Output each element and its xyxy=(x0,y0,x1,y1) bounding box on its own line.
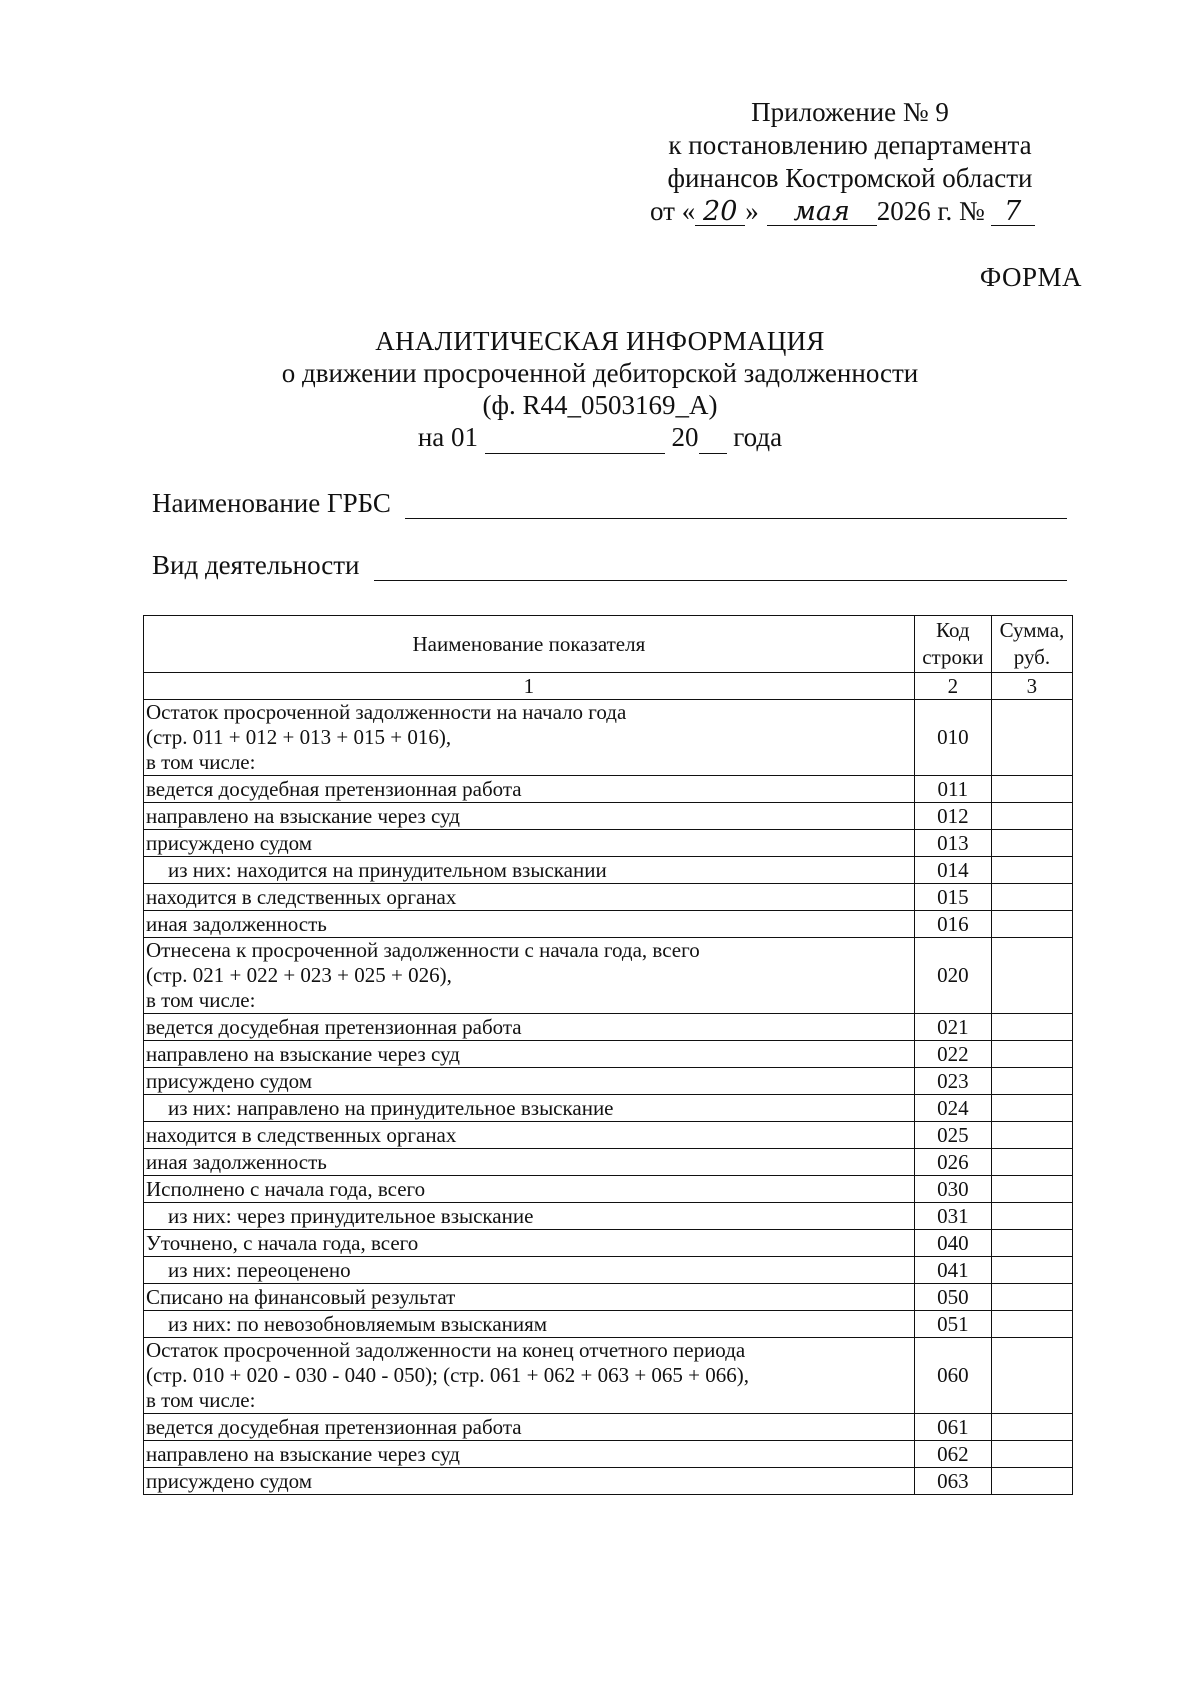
form-label: ФОРМА xyxy=(979,262,1082,292)
row-code: 041 xyxy=(914,1257,991,1284)
indicator-name: из них: по невозобновляемым взысканиям xyxy=(144,1311,915,1338)
row-code: 020 xyxy=(914,938,991,1014)
row-code: 015 xyxy=(914,884,991,911)
approval-line-2: к постановлению департамента xyxy=(668,130,1032,160)
approval-block xyxy=(640,96,1060,228)
table-body xyxy=(144,700,1073,1495)
table-row xyxy=(144,911,1073,938)
indicator-name: ведется досудебная претензионная работа xyxy=(144,1014,915,1041)
indicator-name: из них: находится на принудительном взыскании xyxy=(144,857,915,884)
header-name: Наименование показателя xyxy=(144,616,915,673)
header-code: Код строки xyxy=(914,616,991,673)
indicator-name: из них: направлено на принудительное взыскание xyxy=(144,1095,915,1122)
title-date-prefix: на 01 xyxy=(417,422,479,452)
activity-label: Вид деятельности xyxy=(152,550,360,580)
sum-cell[interactable] xyxy=(991,938,1072,1014)
indicator-name: направлено на взыскание через суд xyxy=(144,1041,915,1068)
title-date-line xyxy=(0,421,1200,454)
row-code: 025 xyxy=(914,1122,991,1149)
indicator-name: иная задолженность xyxy=(144,911,915,938)
document-title xyxy=(0,325,1200,454)
column-number-row xyxy=(144,673,1073,700)
sum-cell[interactable] xyxy=(991,857,1072,884)
sum-cell[interactable] xyxy=(991,1338,1072,1414)
date-close-quote: » xyxy=(745,196,759,226)
date-year: 2026 г. № xyxy=(876,196,985,226)
table-row xyxy=(144,830,1073,857)
sum-cell[interactable] xyxy=(991,1095,1072,1122)
sum-cell[interactable] xyxy=(991,1041,1072,1068)
row-code: 010 xyxy=(914,700,991,776)
sum-cell[interactable] xyxy=(991,1311,1072,1338)
grbs-label: Наименование ГРБС xyxy=(152,488,391,518)
grbs-blank-line[interactable] xyxy=(405,494,1067,519)
indicator-name: ведется досудебная претензионная работа xyxy=(144,1414,915,1441)
table-row xyxy=(144,857,1073,884)
row-code: 022 xyxy=(914,1041,991,1068)
row-code: 014 xyxy=(914,857,991,884)
handwritten-month: мая xyxy=(767,199,877,226)
column-number-3: 3 xyxy=(991,673,1072,700)
sum-cell[interactable] xyxy=(991,1122,1072,1149)
sum-cell[interactable] xyxy=(991,700,1072,776)
sum-cell[interactable] xyxy=(991,1441,1072,1468)
sum-cell[interactable] xyxy=(991,1468,1072,1495)
blank-year-line xyxy=(699,421,727,454)
row-code: 051 xyxy=(914,1311,991,1338)
table-row xyxy=(144,1203,1073,1230)
activity-field xyxy=(152,550,1067,581)
blank-month-line xyxy=(485,421,665,454)
report-table xyxy=(143,615,1073,1495)
row-code: 031 xyxy=(914,1203,991,1230)
indicator-name: находится в следственных органах xyxy=(144,1122,915,1149)
sum-cell[interactable] xyxy=(991,1149,1072,1176)
title-line-3: (ф. R44_0503169_А) xyxy=(482,390,718,420)
table-row xyxy=(144,1257,1073,1284)
sum-cell[interactable] xyxy=(991,830,1072,857)
title-line-1: АНАЛИТИЧЕСКАЯ ИНФОРМАЦИЯ xyxy=(375,326,825,356)
row-code: 030 xyxy=(914,1176,991,1203)
table-row xyxy=(144,803,1073,830)
table-row xyxy=(144,1468,1073,1495)
indicator-name: Остаток просроченной задолженности на конец отчетного периода (стр. 010 + 020 - 030 - 040 - 050); (стр. 061 + 062 + 063 + 065 + 066), в том числе: xyxy=(144,1338,915,1414)
indicator-name: Остаток просроченной задолженности на начало года (стр. 011 + 012 + 013 + 015 + 016), в том числе: xyxy=(144,700,915,776)
approval-line-3: финансов Костромской области xyxy=(667,163,1033,193)
table-row xyxy=(144,1284,1073,1311)
indicator-name: присуждено судом xyxy=(144,1468,915,1495)
table-row xyxy=(144,1338,1073,1414)
approval-date-line xyxy=(640,195,1060,228)
handwritten-number: 7 xyxy=(991,199,1035,226)
sum-cell[interactable] xyxy=(991,1203,1072,1230)
sum-cell[interactable] xyxy=(991,1068,1072,1095)
table-row xyxy=(144,1014,1073,1041)
indicator-name: Уточнено, с начала года, всего xyxy=(144,1230,915,1257)
activity-blank-line[interactable] xyxy=(374,556,1067,581)
table-row xyxy=(144,884,1073,911)
row-code: 024 xyxy=(914,1095,991,1122)
handwritten-day: 20 xyxy=(695,199,745,226)
table-row xyxy=(144,1149,1073,1176)
indicator-name: присуждено судом xyxy=(144,830,915,857)
table-row xyxy=(144,700,1073,776)
header-sum: Сумма, руб. xyxy=(991,616,1072,673)
row-code: 012 xyxy=(914,803,991,830)
row-code: 021 xyxy=(914,1014,991,1041)
grbs-field xyxy=(152,488,1067,519)
indicator-name: из них: через принудительное взыскание xyxy=(144,1203,915,1230)
row-code: 062 xyxy=(914,1441,991,1468)
column-number-2: 2 xyxy=(914,673,991,700)
table-row xyxy=(144,1441,1073,1468)
indicator-name: иная задолженность xyxy=(144,1149,915,1176)
sum-cell[interactable] xyxy=(991,1284,1072,1311)
row-code: 026 xyxy=(914,1149,991,1176)
indicator-name: Списано на финансовый результат xyxy=(144,1284,915,1311)
table-row xyxy=(144,1041,1073,1068)
title-line-2: о движении просроченной дебиторской задолженности xyxy=(281,358,919,388)
indicator-name: направлено на взыскание через суд xyxy=(144,1441,915,1468)
title-date-century: 20 xyxy=(671,422,699,452)
indicator-name: находится в следственных органах xyxy=(144,884,915,911)
indicator-name: из них: переоценено xyxy=(144,1257,915,1284)
table-row xyxy=(144,938,1073,1014)
row-code: 040 xyxy=(914,1230,991,1257)
table-row xyxy=(144,1068,1073,1095)
table-header-row xyxy=(144,616,1073,673)
sum-cell[interactable] xyxy=(991,776,1072,803)
row-code: 063 xyxy=(914,1468,991,1495)
row-code: 011 xyxy=(914,776,991,803)
row-code: 023 xyxy=(914,1068,991,1095)
table-row xyxy=(144,1095,1073,1122)
row-code: 050 xyxy=(914,1284,991,1311)
table-row xyxy=(144,776,1073,803)
column-number-1: 1 xyxy=(144,673,915,700)
date-prefix: от « xyxy=(650,196,696,226)
indicator-name: Отнесена к просроченной задолженности с начала года, всего (стр. 021 + 022 + 023 + 025 + 026), в том числе: xyxy=(144,938,915,1014)
sum-cell[interactable] xyxy=(991,1014,1072,1041)
indicator-name: ведется досудебная претензионная работа xyxy=(144,776,915,803)
table-row xyxy=(144,1311,1073,1338)
row-code: 060 xyxy=(914,1338,991,1414)
indicator-name: направлено на взыскание через суд xyxy=(144,803,915,830)
sum-cell[interactable] xyxy=(991,1414,1072,1441)
sum-cell[interactable] xyxy=(991,803,1072,830)
table-row xyxy=(144,1122,1073,1149)
sum-cell[interactable] xyxy=(991,1230,1072,1257)
indicator-name: присуждено судом xyxy=(144,1068,915,1095)
table-row xyxy=(144,1414,1073,1441)
approval-line-1: Приложение № 9 xyxy=(751,97,949,127)
sum-cell[interactable] xyxy=(991,884,1072,911)
row-code: 013 xyxy=(914,830,991,857)
row-code: 061 xyxy=(914,1414,991,1441)
sum-cell[interactable] xyxy=(991,1176,1072,1203)
title-date-suffix: года xyxy=(733,422,783,452)
sum-cell[interactable] xyxy=(991,911,1072,938)
sum-cell[interactable] xyxy=(991,1257,1072,1284)
indicator-name: Исполнено с начала года, всего xyxy=(144,1176,915,1203)
row-code: 016 xyxy=(914,911,991,938)
table-row xyxy=(144,1176,1073,1203)
table-row xyxy=(144,1230,1073,1257)
